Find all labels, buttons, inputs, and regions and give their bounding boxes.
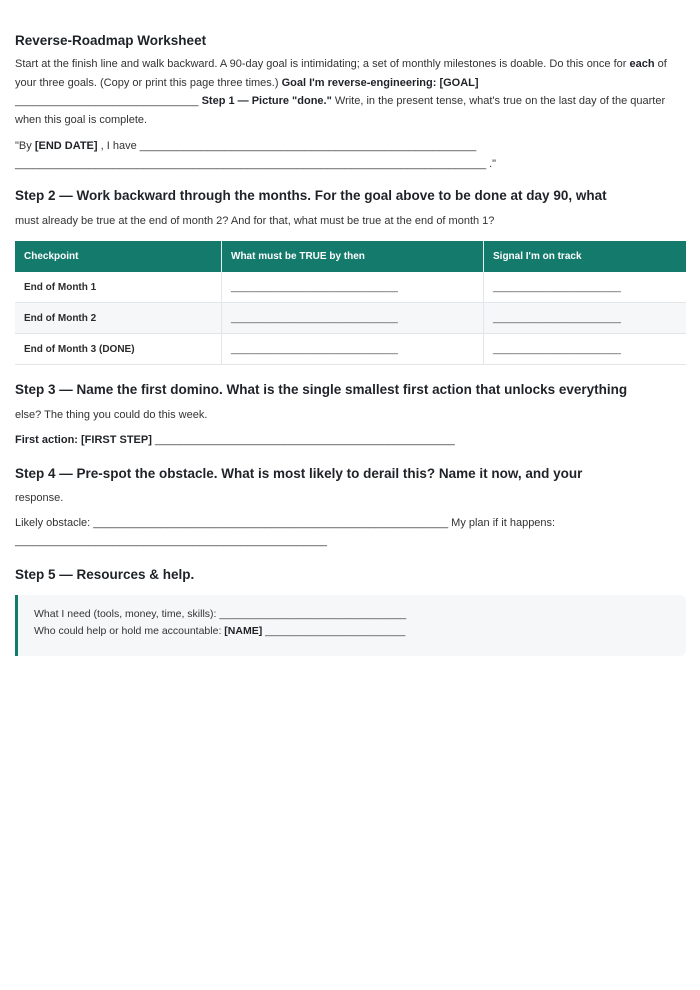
goal-label: Goal I'm reverse-engineering: [GOAL] (281, 76, 479, 89)
goal-blank[interactable]: ______________________________ (15, 95, 199, 107)
col-what-true: What must be TRUE by then (222, 241, 484, 272)
true-blank-cell[interactable]: ______________________________ (222, 303, 484, 334)
step1-i-have: , I have (97, 140, 140, 152)
step1-prompt-line2 (15, 157, 496, 171)
step4-text: response. (15, 492, 64, 504)
step1-quote-open: "By (15, 140, 35, 152)
true-blank-cell[interactable]: ______________________________ (222, 334, 484, 365)
signal-blank-cell[interactable]: _______________________ (484, 303, 687, 334)
step1-prompt-line1 (15, 139, 476, 153)
obstacle-blank[interactable]: __________________________________________________________ (93, 517, 449, 529)
step1-blank-b[interactable]: _____________________________________________________________________________ (15, 158, 487, 170)
end-date-field: [END DATE] (34, 140, 98, 152)
intro-text-2: of your three goals. (Copy or print this page three times.) (15, 58, 667, 89)
col-signal: Signal I'm on track (484, 241, 687, 272)
step5-heading: Step 5 — Resources & help. (15, 567, 195, 582)
intro-each: each (629, 58, 655, 70)
need-label: What I need (tools, money, time, skills): (34, 608, 220, 620)
step2-heading: Step 2 — Work backward through the months. For the goal above to be done at day 90, what (15, 188, 607, 203)
true-blank-cell[interactable]: ______________________________ (222, 272, 484, 303)
need-line (34, 608, 406, 620)
first-action-label: First action: [FIRST STEP] (15, 434, 152, 446)
table-row (15, 334, 686, 365)
plan-label: My plan if it happens: (448, 517, 556, 529)
page-title: Reverse-Roadmap Worksheet (15, 33, 207, 48)
step3-text: else? The thing you could do this week. (15, 409, 208, 421)
help-blank[interactable]: ________________________ (262, 625, 406, 637)
checkpoint-table (15, 241, 686, 365)
intro-text-1: Start at the finish line and walk backward. A 90-day goal is intimidating; a set of monthly milestones is doable. Do this once for (15, 58, 630, 70)
step1-quote-close: ." (486, 158, 497, 170)
step2-text: must already be true at the end of month 2? And for that, what must be true at the end of month 1? (15, 215, 495, 227)
table-row (15, 303, 686, 334)
step1-heading: Step 1 — Picture "done." (198, 95, 332, 107)
obstacle-line (15, 516, 555, 530)
help-name-field: [NAME] (224, 625, 263, 637)
need-blank[interactable]: ________________________________ (219, 608, 407, 620)
step4-heading: Step 4 — Pre-spot the obstacle. What is most likely to derail this? Name it now, and your (15, 466, 583, 481)
plan-line (15, 534, 327, 548)
plan-blank[interactable]: ___________________________________________________ (15, 535, 328, 547)
signal-blank-cell[interactable]: _______________________ (484, 272, 687, 303)
table-header-row (15, 241, 686, 272)
col-checkpoint: Checkpoint (15, 241, 222, 272)
step1-text: Write, in the present tense, what's true on the last day of the quarter when this goal is complete. (15, 95, 666, 126)
obstacle-label: Likely obstacle: (15, 517, 94, 529)
first-action-line (15, 433, 455, 447)
help-label: Who could help or hold me accountable: (34, 625, 225, 637)
table-row (15, 272, 686, 303)
first-action-blank[interactable]: _________________________________________________ (151, 434, 455, 446)
step3-heading: Step 3 — Name the first domino. What is the single smallest first action that unlocks everything (15, 382, 628, 397)
resources-panel (15, 595, 686, 656)
help-line (34, 625, 405, 637)
step1-blank-a[interactable]: _______________________________________________________ (139, 140, 477, 152)
checkpoint-cell: End of Month 1 (15, 272, 222, 303)
checkpoint-cell: End of Month 3 (DONE) (15, 334, 222, 365)
intro-paragraph (15, 55, 686, 129)
checkpoint-cell: End of Month 2 (15, 303, 222, 334)
signal-blank-cell[interactable]: _______________________ (484, 334, 687, 365)
